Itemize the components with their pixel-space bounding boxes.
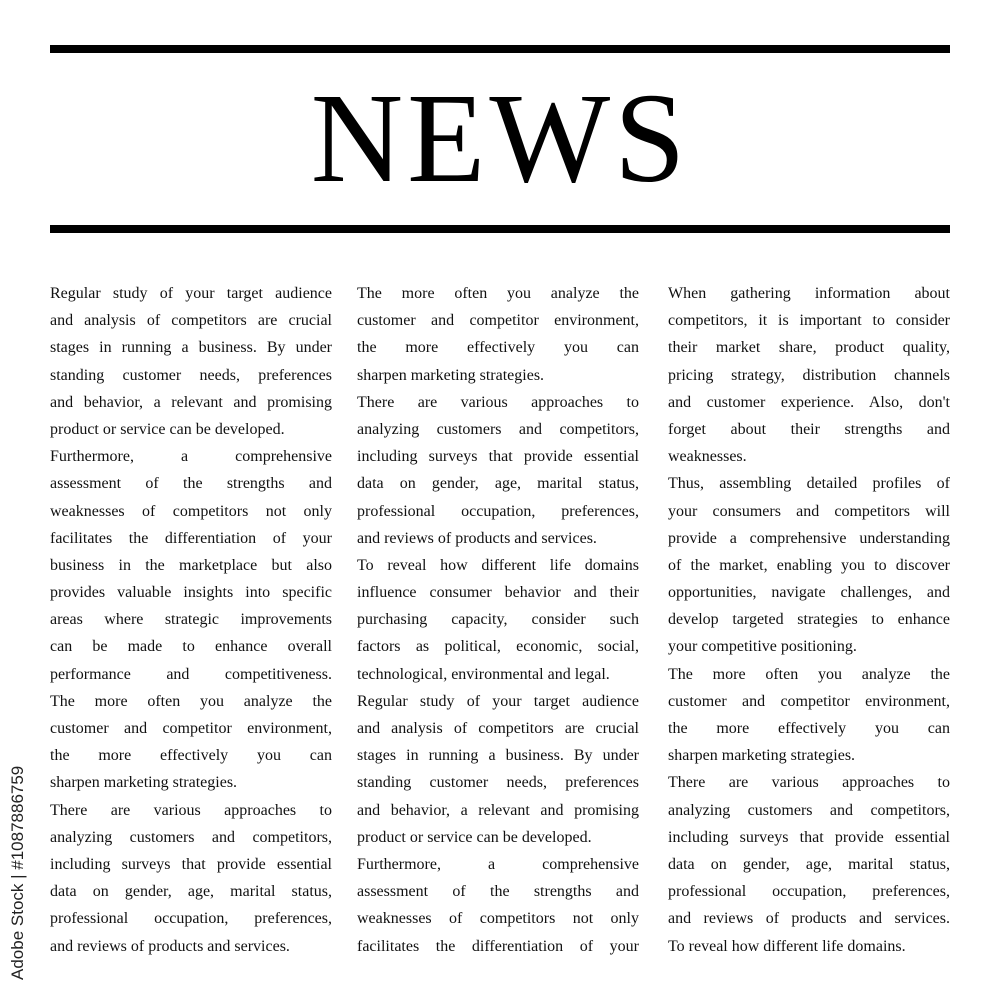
masthead-rule-top (50, 45, 950, 53)
article-line: including surveys that provide essential (668, 828, 950, 846)
article-line: The more often you analyze the (50, 692, 332, 710)
article-line: customer and competitor environment, (357, 312, 639, 330)
article-line: analyzing customers and competitors, (668, 801, 950, 819)
article-line: the more effectively you can (357, 339, 639, 357)
article-line: including surveys that provide essential (357, 448, 639, 466)
article-line: Thus, assembling detailed profiles of (668, 475, 950, 493)
masthead-rule-bottom (50, 225, 950, 233)
article-line: professional occupation, preferences, (668, 883, 950, 901)
article-line: data on gender, age, marital status, (668, 855, 950, 873)
article-line: To reveal how different life domains (357, 556, 639, 574)
article-line: sharpen marketing strategies. (357, 366, 545, 384)
article-line: product or service can be developed. (357, 828, 592, 846)
article-line: sharpen marketing strategies. (668, 747, 856, 765)
article-line: There are various approaches to (668, 774, 950, 792)
article-line: facilitates the differentiation of your (50, 529, 332, 547)
article-line: customer and competitor environment, (668, 692, 950, 710)
article-line: stages in running a business. By under (357, 747, 639, 765)
article-line: purchasing capacity, consider such (357, 611, 639, 629)
article-line: of the market, enabling you to discover (668, 556, 950, 574)
article-line: your consumers and competitors will (668, 502, 950, 520)
article-line: technological, environmental and legal. (357, 665, 610, 683)
article-line: standing customer needs, preferences (357, 774, 639, 792)
article-line: The more often you analyze the (668, 665, 950, 683)
article-line: and analysis of competitors are crucial (357, 720, 639, 737)
article-line: weaknesses of competitors not only (50, 502, 332, 520)
article-line: and reviews of products and services. (50, 937, 290, 955)
article-line: assessment of the strengths and (50, 475, 332, 493)
article-line: and reviews of products and services. (668, 910, 950, 928)
article-line: analyzing customers and competitors, (357, 420, 639, 438)
article-line: When gathering information about (668, 285, 950, 302)
article-line: factors as political, economic, social, (357, 638, 639, 656)
article-line: There are various approaches to (357, 393, 639, 411)
article-line: stages in running a business. By under (50, 339, 332, 357)
article-line: competitors, it is important to consider (668, 312, 950, 330)
article-line: can be made to enhance overall (50, 638, 332, 656)
article-line: provide a comprehensive understanding (668, 529, 950, 547)
stock-credit: Adobe Stock | #1087886759 (8, 765, 27, 980)
article-line: data on gender, age, marital status, (50, 883, 332, 901)
article-line: assessment of the strengths and (357, 883, 639, 901)
article-line: Furthermore, a comprehensive (50, 448, 332, 466)
article-line: sharpen marketing strategies. (50, 774, 238, 792)
article-line: There are various approaches to (50, 801, 332, 819)
article-line: facilitates the differentiation of your (357, 937, 639, 955)
article-line: Regular study of your target audience (357, 692, 639, 710)
article-line: develop targeted strategies to enhance (668, 611, 950, 629)
masthead-title: NEWS (310, 67, 690, 209)
article-line: their market share, product quality, (668, 339, 950, 357)
article-column-2 (357, 280, 639, 960)
article-line: and analysis of competitors are crucial (50, 312, 332, 330)
article-line: performance and competitiveness. (50, 665, 332, 683)
article-line: business in the marketplace but also (50, 556, 332, 574)
article-line: Furthermore, a comprehensive (357, 855, 639, 873)
article-line: standing customer needs, preferences (50, 366, 332, 384)
article-line: your competitive positioning. (668, 638, 857, 656)
article-line: opportunities, navigate challenges, and (668, 584, 950, 602)
article-line: customer and competitor environment, (50, 720, 332, 737)
article-line: provides valuable insights into specific (50, 584, 332, 602)
article-line: influence consumer behavior and their (357, 584, 639, 602)
article-line: data on gender, age, marital status, (357, 475, 639, 493)
article-line: weaknesses. (668, 448, 747, 466)
article-column-3 (668, 280, 950, 960)
article-line: analyzing customers and competitors, (50, 828, 332, 846)
article-line: the more effectively you can (50, 747, 332, 765)
article-line: pricing strategy, distribution channels (668, 366, 950, 384)
article-line: To reveal how different life domains. (668, 937, 906, 955)
article-line: and behavior, a relevant and promising (357, 801, 639, 819)
article-line: professional occupation, preferences, (50, 910, 332, 928)
article-line: and reviews of products and services. (357, 529, 597, 547)
article-line: Regular study of your target audience (50, 285, 332, 302)
article-line: professional occupation, preferences, (357, 502, 639, 520)
article-line: areas where strategic improvements (50, 611, 332, 629)
article-line: forget about their strengths and (668, 420, 950, 438)
article-line: product or service can be developed. (50, 420, 285, 438)
article-column-1 (50, 280, 332, 960)
article-line: including surveys that provide essential (50, 855, 332, 873)
article-line: the more effectively you can (668, 720, 950, 737)
article-line: and customer experience. Also, don't (668, 393, 950, 411)
article-line: The more often you analyze the (357, 285, 639, 302)
article-line: and behavior, a relevant and promising (50, 393, 332, 411)
article-line: weaknesses of competitors not only (357, 910, 639, 928)
